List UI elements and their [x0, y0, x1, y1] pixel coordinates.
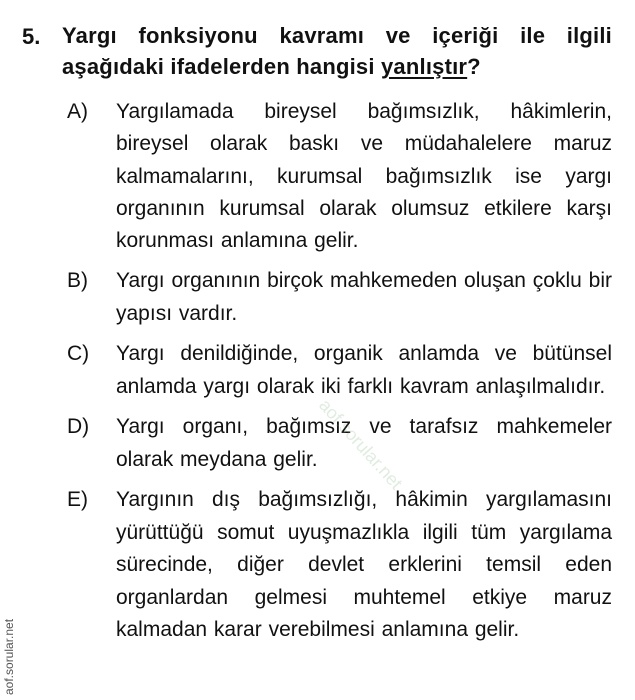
option-text: Yargılamada bireysel bağımsızlık, hâkimlerin, bireysel olarak baskı ve müdahalelere maruz kalmamalarını, kurumsal bağımsızlık ise yargı organının kurumsal olarak olumsuz etkilere karşı korunması anlamına gelir. — [116, 100, 612, 253]
option-letter: A) — [67, 100, 88, 123]
option-letter: B) — [67, 269, 88, 293]
option-e[interactable] — [0, 484, 635, 647]
option-d[interactable] — [0, 411, 635, 476]
option-letter: E) — [67, 488, 88, 512]
option-b[interactable] — [0, 265, 635, 330]
option-a[interactable] — [0, 96, 635, 257]
answer-options — [0, 96, 635, 655]
question-number: 5. — [22, 24, 41, 49]
question-stem-text: Yargı fonksiyonu kavramı ve içeriği ile ilgili aşağıdaki ifadelerden hangisi — [62, 23, 612, 79]
option-text: Yargının dış bağımsızlığı, hâkimin yargılamasını yürüttüğü somut uyuşmazlıkla ilgili tüm yargılama sürecinde, diğer devlet erklerini temsil eden organlardan gelmesi muhtemel etkiye maruz kalmadan karar verebilmesi anlamına gelir. — [116, 488, 612, 642]
option-letter: C) — [67, 342, 90, 366]
question-stem — [62, 20, 612, 82]
diagonal-watermark: aof.sorular.net — [315, 395, 407, 494]
option-text: Yargı organının birçok mahkemeden oluşan çoklu bir yapısı vardır. — [116, 269, 612, 325]
option-text: Yargı denildiğinde, organik anlamda ve bütünsel anlamda yargı olarak iki farklı kavram anlaşılmalıdır. — [116, 342, 612, 398]
question-stem-emphasis: yanlıştır — [381, 54, 468, 79]
option-c[interactable] — [0, 338, 635, 403]
option-text: Yargı organı, bağımsız ve tarafsız mahkemeler olarak meydana gelir. — [116, 415, 612, 471]
question-stem-end: ? — [467, 54, 481, 79]
side-watermark: aof.sorular.net — [2, 618, 16, 695]
option-letter: D) — [67, 415, 90, 439]
